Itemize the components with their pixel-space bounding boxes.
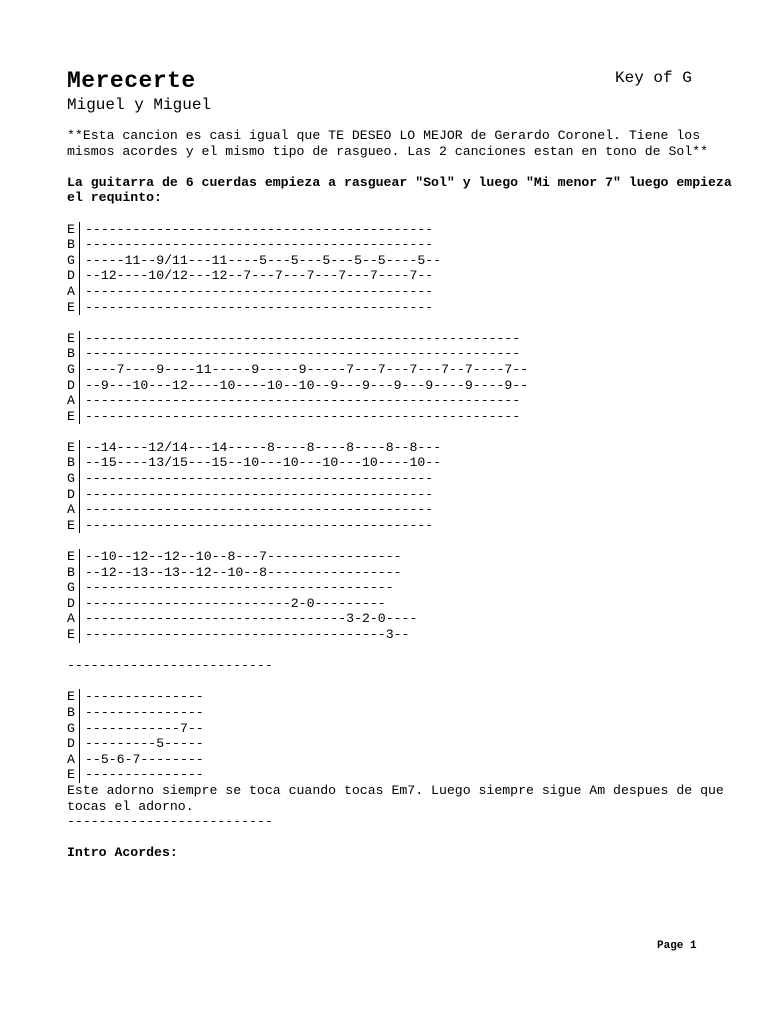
string-label: E	[67, 549, 75, 565]
tab-notes: --------------------------------------------	[85, 486, 434, 502]
tab-notes: -------------------------------------------------------	[85, 346, 521, 362]
tab-notes: --12--13--13--12--10--8-----------------	[85, 564, 402, 580]
tab-line	[67, 767, 737, 783]
intro-chords-heading: Intro Acordes:	[67, 845, 178, 861]
tab-notes: ---------------------------------3-2-0----	[85, 611, 418, 627]
tab-notes: --------------------------------------------	[85, 517, 434, 533]
tab-notes: ---------------	[85, 689, 204, 705]
tabs.0-tab-block	[67, 222, 737, 316]
tab-line	[67, 440, 737, 456]
tab-line	[67, 487, 737, 503]
song-key: Key of G	[615, 69, 692, 87]
tab-notes: ----7----9----11-----9-----9-----7---7---7---7--7----7--	[85, 361, 529, 377]
tab-notes: --------------------------------------------	[85, 502, 434, 518]
tab-line	[67, 565, 737, 581]
tabs.3-tab-block	[67, 549, 737, 643]
tab-notes: -------------------------------------------------------	[85, 393, 521, 409]
string-label: G	[67, 580, 75, 596]
tab-line	[67, 471, 737, 487]
tab-notes: --------------------------------------3--	[85, 627, 410, 642]
tab-notes: --------------------------2-0---------	[85, 595, 386, 611]
tab-line	[67, 455, 737, 471]
tab-line	[67, 736, 737, 752]
string-label: B	[67, 564, 75, 580]
adorno-tab-section	[67, 689, 737, 783]
separator-line: --------------------------	[67, 658, 273, 674]
tab-notes: --5-6-7--------	[85, 751, 204, 767]
string-label: B	[67, 455, 75, 471]
tab-line	[67, 284, 737, 300]
tab-notes: --------------------------------------------	[85, 237, 434, 253]
string-label: E	[67, 517, 75, 533]
artist-name: Miguel y Miguel	[67, 96, 212, 114]
string-label: B	[67, 704, 75, 720]
tab-line	[67, 222, 737, 238]
tab-notes: --15----13/15---15--10---10---10---10----10--	[85, 455, 442, 471]
adorno_tab-tab-block	[67, 689, 737, 783]
tab-notes: --------------------------------------------	[85, 299, 434, 315]
string-label: B	[67, 237, 75, 253]
string-label: E	[67, 221, 75, 237]
tab-line	[67, 331, 737, 347]
tab-line	[67, 362, 737, 378]
string-label: B	[67, 346, 75, 362]
string-label: G	[67, 361, 75, 377]
tab-notes: --------------------------------------------	[85, 283, 434, 299]
string-label: A	[67, 393, 75, 409]
tab-notes: -------------------------------------------------------	[85, 408, 521, 424]
tab-notes: ---------------------------------------	[85, 580, 394, 596]
song-title: Merecerte	[67, 68, 196, 94]
tab-line	[67, 549, 737, 565]
string-label: G	[67, 471, 75, 487]
string-label: A	[67, 611, 75, 627]
string-label: E	[67, 330, 75, 346]
tab-line	[67, 705, 737, 721]
tab-notes: -----11--9/11---11----5---5---5---5--5----5--	[85, 252, 442, 268]
tab-line	[67, 611, 737, 627]
tab-line	[67, 721, 737, 737]
string-label: E	[67, 439, 75, 455]
tab-line	[67, 393, 737, 409]
tab-notes: --10--12--12--10--8---7-----------------	[85, 549, 402, 565]
tab-notes: ------------7--	[85, 720, 204, 736]
string-label: D	[67, 377, 75, 393]
intro-note: **Esta cancion es casi igual que TE DESEO LO MEJOR de Gerardo Coronel. Tiene los mismos acordes y el mismo tipo de rasgueo. Las 2 canciones estan en tono de Sol**	[67, 128, 709, 159]
tab-line	[67, 596, 737, 612]
string-label: G	[67, 720, 75, 736]
string-label: D	[67, 736, 75, 752]
string-label: G	[67, 252, 75, 268]
tab-line	[67, 752, 737, 768]
tabs.2-tab-block	[67, 440, 737, 534]
tab-notes: --12----10/12---12--7---7---7---7---7----7--	[85, 268, 434, 284]
tab-line	[67, 237, 737, 253]
string-label: A	[67, 751, 75, 767]
tab-notes: --------------------------------------------	[85, 221, 434, 237]
tab-notes: ---------------	[85, 704, 204, 720]
instruction-text: La guitarra de 6 cuerdas empieza a rasguear "Sol" y luego "Mi menor 7" luego empieza el requinto:	[67, 174, 732, 206]
tabs.1-tab-block	[67, 331, 737, 425]
tab-line	[67, 300, 737, 316]
string-label: D	[67, 486, 75, 502]
tab-line	[67, 253, 737, 269]
string-label: E	[67, 689, 75, 705]
tab-line	[67, 518, 737, 534]
tab-notes: ---------5-----	[85, 736, 204, 752]
tab-notes: ---------------	[85, 767, 204, 783]
string-label: E	[67, 767, 75, 783]
page-number: Page 1	[657, 940, 697, 952]
tab-line	[67, 268, 737, 284]
string-label: E	[67, 627, 75, 642]
tab-line	[67, 409, 737, 425]
string-label: E	[67, 408, 75, 424]
tab-notes: --9---10---12----10----10--10--9---9---9---9----9----9--	[85, 377, 529, 393]
tab-line	[67, 378, 737, 394]
adorno-note: Este adorno siempre se toca cuando tocas Em7. Luego siempre sigue Am despues de que tocas el adorno.	[67, 782, 724, 814]
tab-sections	[67, 222, 737, 643]
tab-line	[67, 689, 737, 705]
tab-line	[67, 580, 737, 596]
string-label: D	[67, 268, 75, 284]
tab-line	[67, 502, 737, 518]
string-label: D	[67, 595, 75, 611]
string-label: A	[67, 283, 75, 299]
tab-notes: --14----12/14---14-----8----8----8----8--8---	[85, 439, 442, 455]
song-body	[67, 128, 737, 877]
tab-notes: -------------------------------------------------------	[85, 330, 521, 346]
string-label: E	[67, 299, 75, 315]
tab-line	[67, 627, 737, 643]
separator-line-2: --------------------------	[67, 814, 273, 830]
tab-line	[67, 346, 737, 362]
tab-notes: --------------------------------------------	[85, 471, 434, 487]
string-label: A	[67, 502, 75, 518]
